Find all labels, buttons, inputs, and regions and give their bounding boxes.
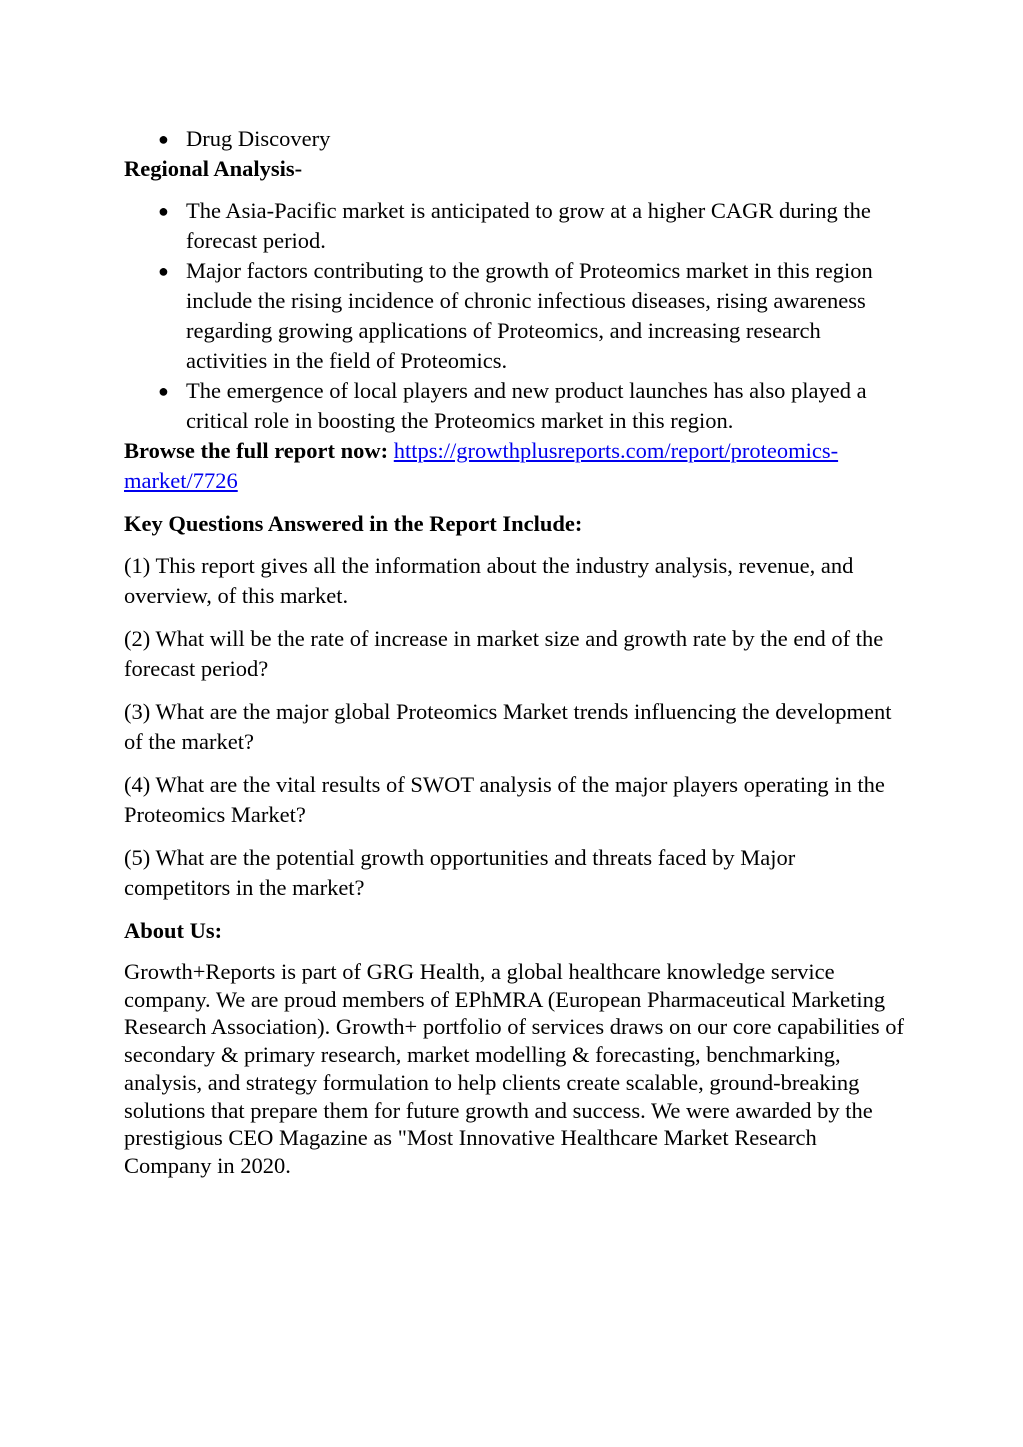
about-us-text: Growth+Reports is part of GRG Health, a global healthcare knowledge service company. We are proud members of EPhMRA (European Pharmaceutical Marketing Research Association). Growth+ portfolio of services draws on our core capabilities of secondary & primary research, market modelling & forecasting, benchmarking, analysis, and strategy formulation to help clients create scalable, ground-breaking solutions that prepare them for future growth and success. We were awarded by the prestigious CEO Magazine as "Most Innovative Healthcare Market Research Company in 2020. <box>124 959 904 1178</box>
browse-report-label: Browse the full report now: <box>124 438 389 463</box>
bullet-icon: ● <box>158 261 169 281</box>
question-paragraph: (4) What are the vital results of SWOT analysis of the major players operating in the Proteomics Market? <box>124 772 885 827</box>
question-paragraph: (5) What are the potential growth opportunities and threats faced by Major competitors in the market? <box>124 845 796 900</box>
bullet-icon: ● <box>158 129 169 149</box>
regional-analysis-list <box>124 196 904 436</box>
list-item-text: The emergence of local players and new product launches has also played a critical role in boosting the Proteomics market in this region. <box>186 378 867 433</box>
bullet-icon: ● <box>158 381 169 401</box>
report-link[interactable]: https://growthplusreports.com/report/proteomics-market/7726 <box>124 438 839 493</box>
list-item-text: Major factors contributing to the growth of Proteomics market in this region include the rising incidence of chronic infectious diseases, rising awareness regarding growing applications of Proteomics, and increasing research activities in the field of Proteomics. <box>186 258 873 373</box>
key-questions-heading: Key Questions Answered in the Report Include: <box>124 511 583 536</box>
list-item <box>124 256 904 376</box>
list-item-text: Drug Discovery <box>186 126 331 151</box>
list-item <box>124 376 904 436</box>
segment-list <box>124 124 904 154</box>
question-paragraph: (3) What are the major global Proteomics Market trends influencing the development of the market? <box>124 699 892 754</box>
regional-analysis-heading: Regional Analysis- <box>124 156 303 181</box>
browse-report-paragraph <box>124 436 904 496</box>
bullet-icon: ● <box>158 201 169 221</box>
list-item-text: The Asia-Pacific market is anticipated to grow at a higher CAGR during the forecast period. <box>186 198 871 253</box>
document-body <box>124 124 904 1180</box>
list-item <box>124 124 904 154</box>
list-item <box>124 196 904 256</box>
question-paragraph: (2) What will be the rate of increase in market size and growth rate by the end of the forecast period? <box>124 626 884 681</box>
about-us-heading: About Us: <box>124 918 223 943</box>
question-paragraph: (1) This report gives all the information about the industry analysis, revenue, and overview, of this market. <box>124 553 854 608</box>
